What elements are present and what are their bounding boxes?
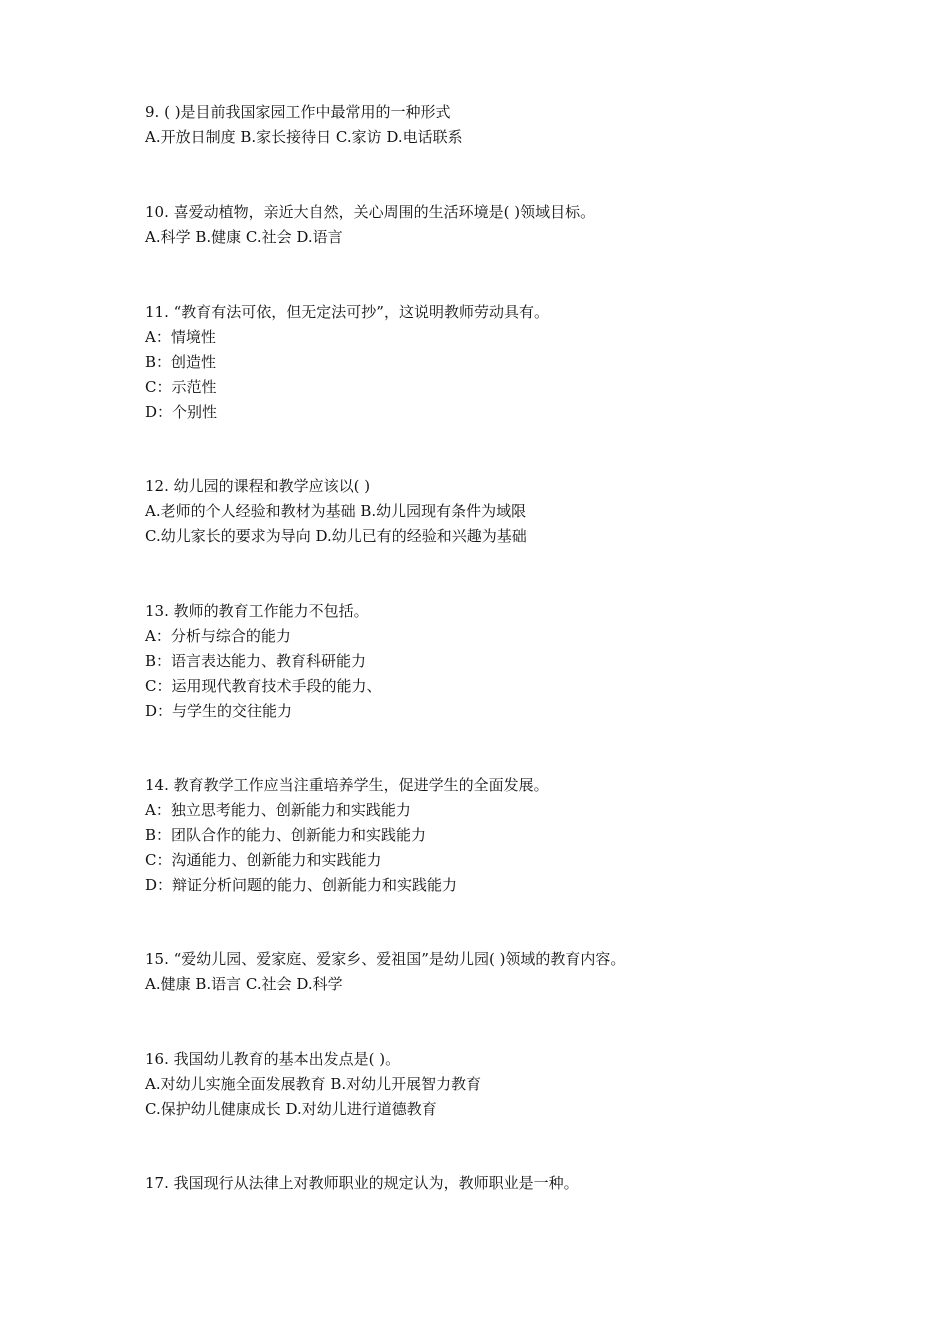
question-stem: 11. “教育有法可依，但无定法可抄”，这说明教师劳动具有。 <box>145 303 549 321</box>
option-c: C：沟通能力、创新能力和实践能力 <box>145 851 382 869</box>
option-b: B：创造性 <box>145 353 217 371</box>
question-15 <box>145 947 625 997</box>
options-line-1: A.老师的个人经验和教材为基础 B.幼儿园现有条件为域限 <box>145 502 527 520</box>
option-a: A：分析与综合的能力 <box>145 627 291 645</box>
question-11 <box>145 300 549 425</box>
option-b: B：语言表达能力、教育科研能力 <box>145 652 367 670</box>
options-line-2: C.幼儿家长的要求为导向 D.幼儿已有的经验和兴趣为基础 <box>145 527 527 545</box>
question-stem: 15. “爱幼儿园、爱家庭、爱家乡、爱祖国”是幼儿园( )领域的教育内容。 <box>145 950 626 968</box>
option-c: C：运用现代教育技术手段的能力、 <box>145 677 382 695</box>
question-13 <box>145 599 381 724</box>
question-stem: 13. 教师的教育工作能力不包括。 <box>145 602 369 620</box>
question-stem: 12. 幼儿园的课程和教学应该以( ) <box>145 477 371 495</box>
option-b: B：团队合作的能力、创新能力和实践能力 <box>145 826 427 844</box>
option-a: A：情境性 <box>145 328 216 346</box>
question-options: A.科学 B.健康 C.社会 D.语言 <box>145 228 343 246</box>
option-a: A：独立思考能力、创新能力和实践能力 <box>145 801 411 819</box>
question-stem: 14. 教育教学工作应当注重培养学生，促进学生的全面发展。 <box>145 776 549 794</box>
question-stem: 16. 我国幼儿教育的基本出发点是( )。 <box>145 1050 401 1068</box>
question-10 <box>145 200 595 250</box>
option-c: C：示范性 <box>145 378 217 396</box>
question-options: A.健康 B.语言 C.社会 D.科学 <box>145 975 343 993</box>
option-d: D：个别性 <box>145 403 218 421</box>
options-line-1: A.对幼儿实施全面发展教育 B.对幼儿开展智力教育 <box>145 1075 482 1093</box>
question-16 <box>145 1047 481 1122</box>
question-17 <box>145 1171 579 1196</box>
option-d: D：与学生的交往能力 <box>145 702 293 720</box>
question-options: A.开放日制度 B.家长接待日 C.家访 D.电话联系 <box>145 128 463 146</box>
question-stem: 9. ( )是目前我国家园工作中最常用的一种形式 <box>145 103 451 121</box>
options-line-2: C.保护幼儿健康成长 D.对幼儿进行道德教育 <box>145 1100 437 1118</box>
question-14 <box>145 773 549 898</box>
question-12 <box>145 474 527 549</box>
question-stem: 17. 我国现行从法律上对教师职业的规定认为，教师职业是一种。 <box>145 1174 579 1192</box>
question-9 <box>145 100 463 150</box>
option-d: D：辩证分析问题的能力、创新能力和实践能力 <box>145 876 458 894</box>
question-stem: 10. 喜爱动植物，亲近大自然，关心周围的生活环境是( )领域目标。 <box>145 203 596 221</box>
